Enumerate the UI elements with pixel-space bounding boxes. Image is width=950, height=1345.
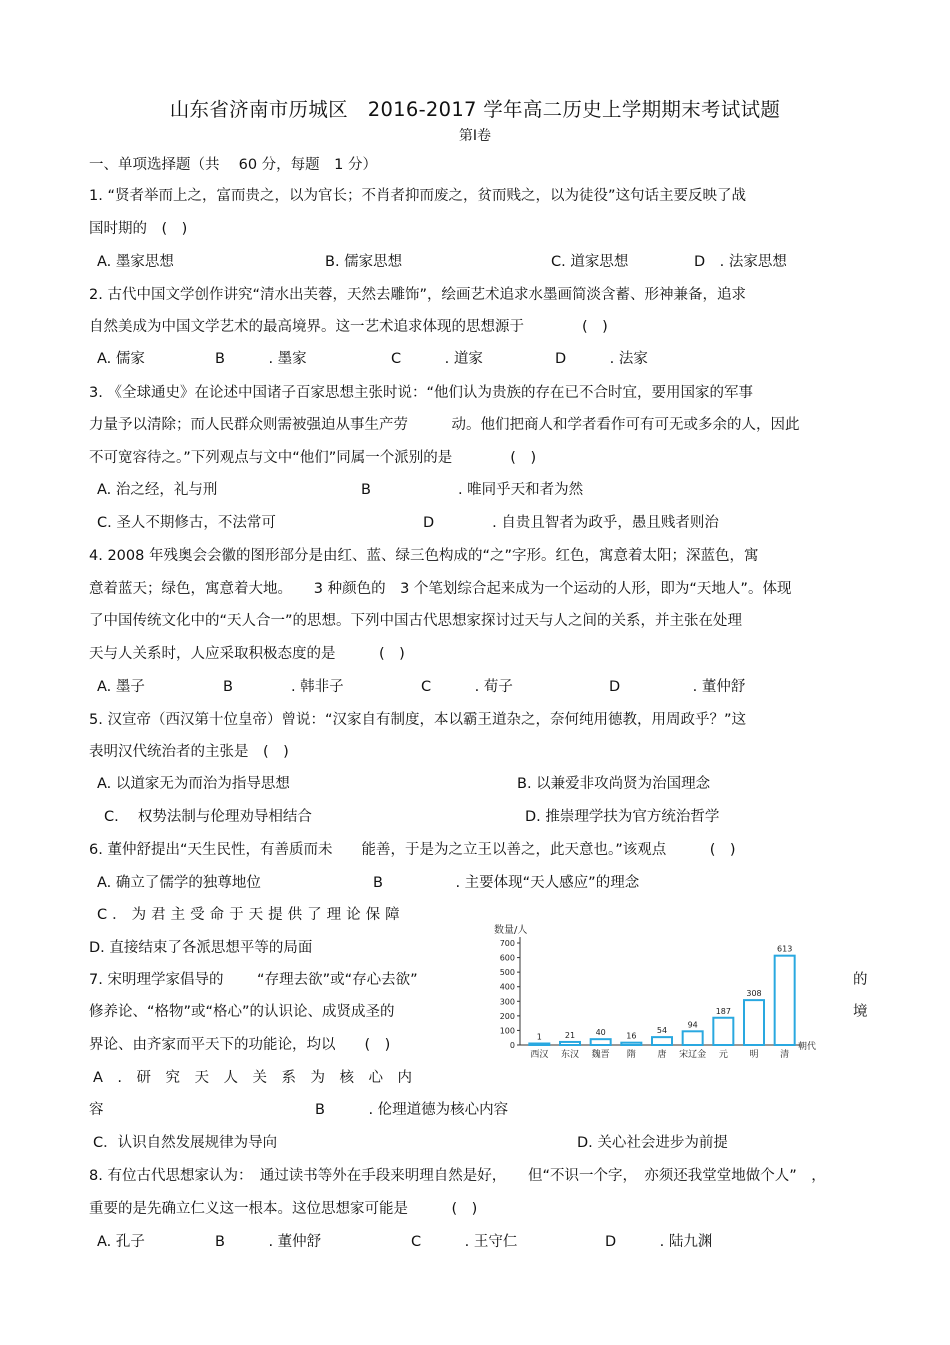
question-6-option-d[interactable]: D. 直接结束了各派思想平等的局面: [89, 940, 313, 956]
thinker-count-bar-chart: [490, 918, 830, 1073]
question-4-stem-line4: 天与人关系时，人应采取积极态度的是 ( ): [89, 646, 405, 662]
chart-bar: [775, 956, 795, 1045]
question-3-option-c[interactable]: C. 圣人不期修古，不法常可: [97, 515, 276, 531]
chart-category-label: 宋辽金: [679, 1050, 707, 1060]
chart-bar: [652, 1037, 672, 1045]
chart-y-tick-label: 0: [509, 1041, 515, 1050]
question-8-stem-line2: 重要的是先确立仁义这一根本。这位思想家可能是 ( ): [89, 1201, 478, 1217]
question-6-stem-line1: 6. 董仲舒提出“天生民性，有善质而未 能善，于是为之立王以善之，此天意也。”该观点 ( ): [89, 842, 736, 858]
question-7-option-d[interactable]: D. 关心社会进步为前提: [577, 1135, 728, 1151]
chart-category-label: 西汉: [530, 1050, 549, 1060]
question-7-stem-line3: 界论、由齐家而平天下的功能论，均以 ( ): [89, 1037, 391, 1053]
question-5-stem-line1: 5. 汉宣帝（西汉第十位皇帝）曾说：“汉家自有制度，本以霸王道杂之，奈何纯用德教，用周政乎？”这: [89, 712, 746, 728]
chart-value-label: 16: [626, 1031, 637, 1041]
chart-bar: [713, 1018, 733, 1045]
question-2-option-a[interactable]: A. 儒家: [97, 351, 145, 367]
chart-bar: [621, 1043, 641, 1045]
chart-category-label: 清: [780, 1050, 790, 1060]
chart-category-label: 东汉: [560, 1050, 580, 1060]
chart-y-tick-label: 200: [499, 1011, 515, 1021]
question-7-stem-line1-end: 的: [853, 972, 868, 988]
chart-value-label: 40: [595, 1028, 606, 1038]
chart-category-label: 元: [718, 1050, 728, 1060]
question-2-stem-line2: 自然美成为中国文学艺术的最高境界。这一艺术追求体现的思想源于 ( ): [89, 319, 608, 335]
chart-bar: [529, 1044, 549, 1046]
chart-y-tick-label: 500: [499, 968, 515, 978]
question-8-option-c[interactable]: C . 王守仁: [411, 1234, 518, 1250]
chart-bar: [591, 1039, 611, 1045]
question-5-option-a[interactable]: A. 以道家无为而治为指导思想: [97, 776, 290, 792]
question-5-option-c[interactable]: C. 权势法制与伦理劝导相结合: [104, 809, 312, 825]
chart-x-axis-label: 朝代: [798, 1042, 817, 1052]
question-7-stem-line1: 7. 宋明理学家倡导的 “存理去欲”或“存心去欲”: [89, 972, 418, 988]
question-2-stem-line1: 2. 古代中国文学创作讲究“清水出芙蓉，天然去雕饰”，绘画艺术追求水墨画简淡含蓄、形神兼备，追求: [89, 287, 746, 303]
chart-category-label: 明: [749, 1050, 759, 1060]
chart-value-label: 308: [746, 989, 762, 999]
question-3-stem-line1: 3. 《全球通史》在论述中国诸子百家思想主张时说：“他们认为贵族的存在已不合时宜，要用国家的军事: [89, 385, 753, 401]
chart-value-label: 54: [656, 1026, 668, 1036]
question-5-option-b[interactable]: B. 以兼爱非攻尚贤为治国理念: [517, 776, 711, 792]
chart-value-label: 613: [777, 944, 793, 954]
question-7-option-a-cont[interactable]: 容: [89, 1102, 104, 1118]
question-3-stem-line2: 力量予以清除；而人民群众则需被强迫从事生产劳 动。他们把商人和学者看作可有可无或多余的人，因此: [89, 417, 800, 433]
question-4-stem-line3: 了中国传统文化中的“天人合一”的思想。下列中国古代思想家探讨过天与人之间的关系，并主张在处理: [89, 613, 743, 629]
chart-value-label: 94: [687, 1020, 698, 1030]
question-7-option-a[interactable]: A . 研 究 天 人 关 系 为 核 心 内: [93, 1070, 413, 1086]
chart-y-tick-label: 600: [499, 953, 515, 963]
chart-y-tick-label: 100: [499, 1026, 515, 1036]
question-1-option-d[interactable]: D . 法家思想: [694, 254, 787, 270]
question-5-option-d[interactable]: D. 推崇理学扶为官方统治哲学: [525, 809, 720, 825]
question-8-option-d[interactable]: D . 陆九渊: [605, 1234, 713, 1250]
question-1-option-c[interactable]: C. 道家思想: [551, 254, 629, 270]
chart-y-tick-label: 700: [499, 939, 515, 948]
chart-y-tick-label: 300: [499, 997, 515, 1007]
question-1-option-a[interactable]: A. 墨家思想: [97, 254, 174, 270]
question-2-option-c[interactable]: C . 道家: [391, 351, 483, 367]
chart-value-label: 187: [715, 1006, 731, 1016]
question-3-option-a[interactable]: A. 治之经，礼与刑: [97, 482, 218, 498]
question-4-option-d[interactable]: D . 董仲舒: [609, 679, 746, 695]
page-title: 山东省济南市历城区 2016-2017 学年高二历史上学期期末考试试题: [169, 98, 781, 121]
question-7-stem-line2: 修养论、“格物”或“格心”的认识论、成贤成圣的: [89, 1004, 395, 1020]
chart-category-label: 唐: [657, 1050, 667, 1060]
question-1-option-b[interactable]: B. 儒家思想: [325, 254, 403, 270]
question-8-option-a[interactable]: A. 孔子: [97, 1234, 145, 1250]
question-2-option-d[interactable]: D . 法家: [555, 351, 648, 367]
question-7-stem-line2-end: 境: [853, 1004, 868, 1020]
question-8-stem-line1: 8. 有位古代思想家认为： 通过读书等外在手段来明理自然是好， 但“不识一个字， 亦须还我堂堂地做个人” ，: [89, 1168, 826, 1184]
chart-value-label: 1: [536, 1032, 542, 1042]
question-1-stem-line2: 国时期的 ( ): [89, 221, 188, 237]
question-3-option-d[interactable]: D . 自贵且智者为政乎，愚且贱者则治: [423, 515, 719, 531]
chart-value-label: 21: [564, 1030, 576, 1040]
question-1-stem-line1: 1. “贤者举而上之，富而贵之，以为官长；不肖者抑而废之，贫而贱之，以为徒役”这句话主要反映了战: [89, 188, 746, 204]
question-4-stem-line2: 意着蓝天；绿色，寓意着大地。 3 种颜色的 3 个笔划综合起来成为一个运动的人形，即为“天地人”。体现: [89, 581, 792, 597]
question-4-option-b[interactable]: B . 韩非子: [223, 679, 344, 695]
question-2-option-b[interactable]: B . 墨家: [215, 351, 307, 367]
question-6-option-a[interactable]: A. 确立了儒学的独尊地位: [97, 875, 261, 891]
chart-y-tick-label: 400: [499, 982, 515, 992]
chart-bar: [560, 1042, 580, 1045]
question-8-option-b[interactable]: B . 董仲舒: [215, 1234, 322, 1250]
chart-y-axis-label: 数量/人: [494, 925, 528, 936]
question-4-stem-line1: 4. 2008 年残奥会会徽的图形部分是由红、蓝、绿三色构成的“之”字形。红色，寓意着太阳；深蓝色，寓: [89, 548, 759, 564]
question-7-option-b[interactable]: B . 伦理道德为核心内容: [315, 1102, 509, 1118]
question-6-option-c[interactable]: C．为君主受命于天提供了理论保障: [97, 907, 405, 923]
chart-bar: [683, 1031, 703, 1045]
paper-section-title: 第Ⅰ卷: [458, 128, 492, 144]
chart-category-label: 魏晋: [591, 1050, 610, 1060]
question-5-stem-line2: 表明汉代统治者的主张是 ( ): [89, 744, 289, 760]
chart-category-label: 隋: [626, 1050, 636, 1060]
question-3-stem-line3: 不可宽容待之。”下列观点与文中“他们”同属一个派别的是 ( ): [89, 450, 537, 466]
chart-bar: [744, 1000, 764, 1045]
section-heading: 一、单项选择题（共 60 分，每题 1 分）: [89, 157, 378, 173]
question-4-option-a[interactable]: A. 墨子: [97, 679, 145, 695]
question-4-option-c[interactable]: C . 荀子: [421, 679, 513, 695]
question-6-option-b[interactable]: B . 主要体现“天人感应”的理念: [373, 875, 640, 891]
question-7-option-c[interactable]: C．认识自然发展规律为导向: [93, 1135, 278, 1151]
question-3-option-b[interactable]: B . 唯同乎天和者为然: [361, 482, 584, 498]
